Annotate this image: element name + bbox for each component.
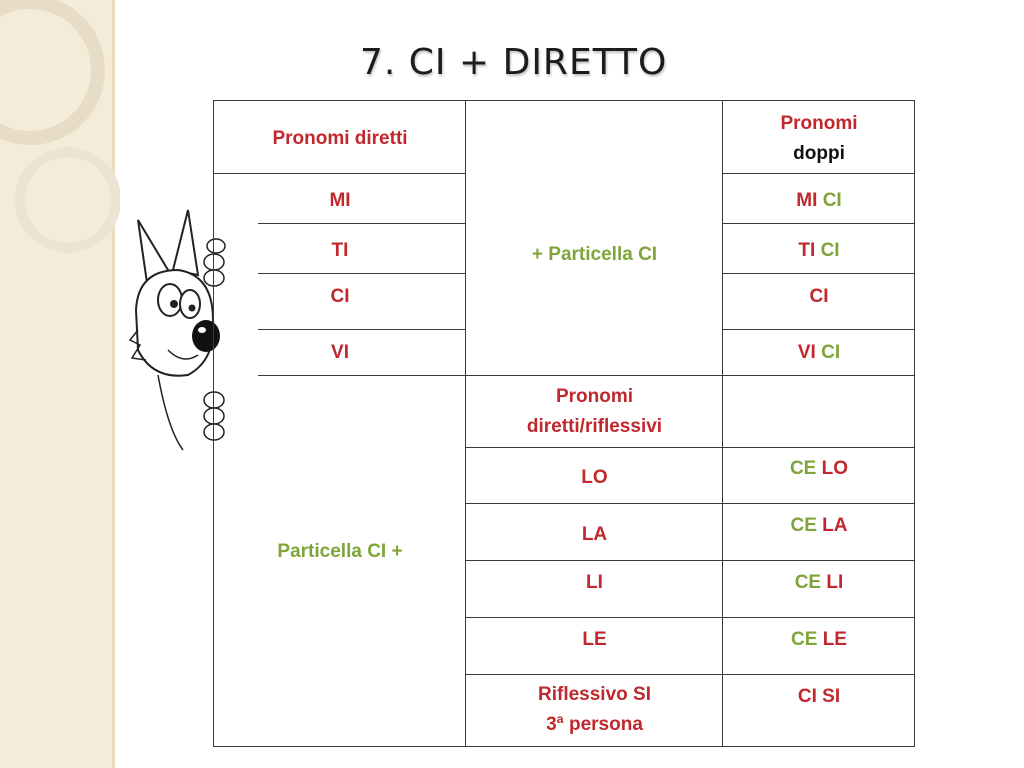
particella-ci-middle-label: + Particella CI — [531, 244, 658, 265]
direct-pronoun-ci: CI — [330, 286, 350, 307]
double-pronoun-vi-ci: VI CI — [797, 342, 841, 363]
double-ce-le: CE LE — [791, 629, 847, 650]
pronoun-le: LE — [582, 629, 607, 650]
slide-title: 7. CI + DIRETTO — [360, 42, 668, 83]
wolf-cartoon-illustration — [128, 200, 243, 460]
lower-header-line2: diretti/riflessivi — [526, 416, 663, 437]
pronoun-li: LI — [586, 572, 603, 593]
header-pronomi-doppi-line1: Pronomi — [780, 113, 858, 134]
double-ce-lo: CE LO — [789, 458, 849, 479]
direct-pronoun-ti: TI — [331, 240, 349, 261]
riflessivo-si-line2: 3ª persona — [546, 714, 643, 735]
header-pronomi-diretti: Pronomi diretti — [272, 128, 408, 149]
direct-pronoun-mi: MI — [329, 190, 351, 211]
riflessivo-si-line1: Riflessivo SI — [538, 684, 651, 705]
pronoun-la: LA — [581, 524, 608, 545]
double-ce-li: CE LI — [794, 572, 844, 593]
double-ce-la: CE LA — [790, 515, 848, 536]
particella-ci-plus-label: Particella CI + — [277, 541, 403, 562]
decorative-circles — [0, 0, 120, 768]
double-ci-si: CI SI — [797, 686, 841, 707]
direct-pronoun-vi: VI — [331, 342, 349, 363]
lower-header-line1: Pronomi — [555, 386, 634, 407]
double-pronoun-ci: CI — [809, 286, 829, 307]
double-pronoun-mi-ci: MI CI — [796, 190, 842, 211]
pronoun-lo: LO — [581, 467, 608, 488]
double-pronoun-ti-ci: TI CI — [798, 240, 840, 261]
header-pronomi-doppi-line2: doppi — [793, 143, 845, 164]
